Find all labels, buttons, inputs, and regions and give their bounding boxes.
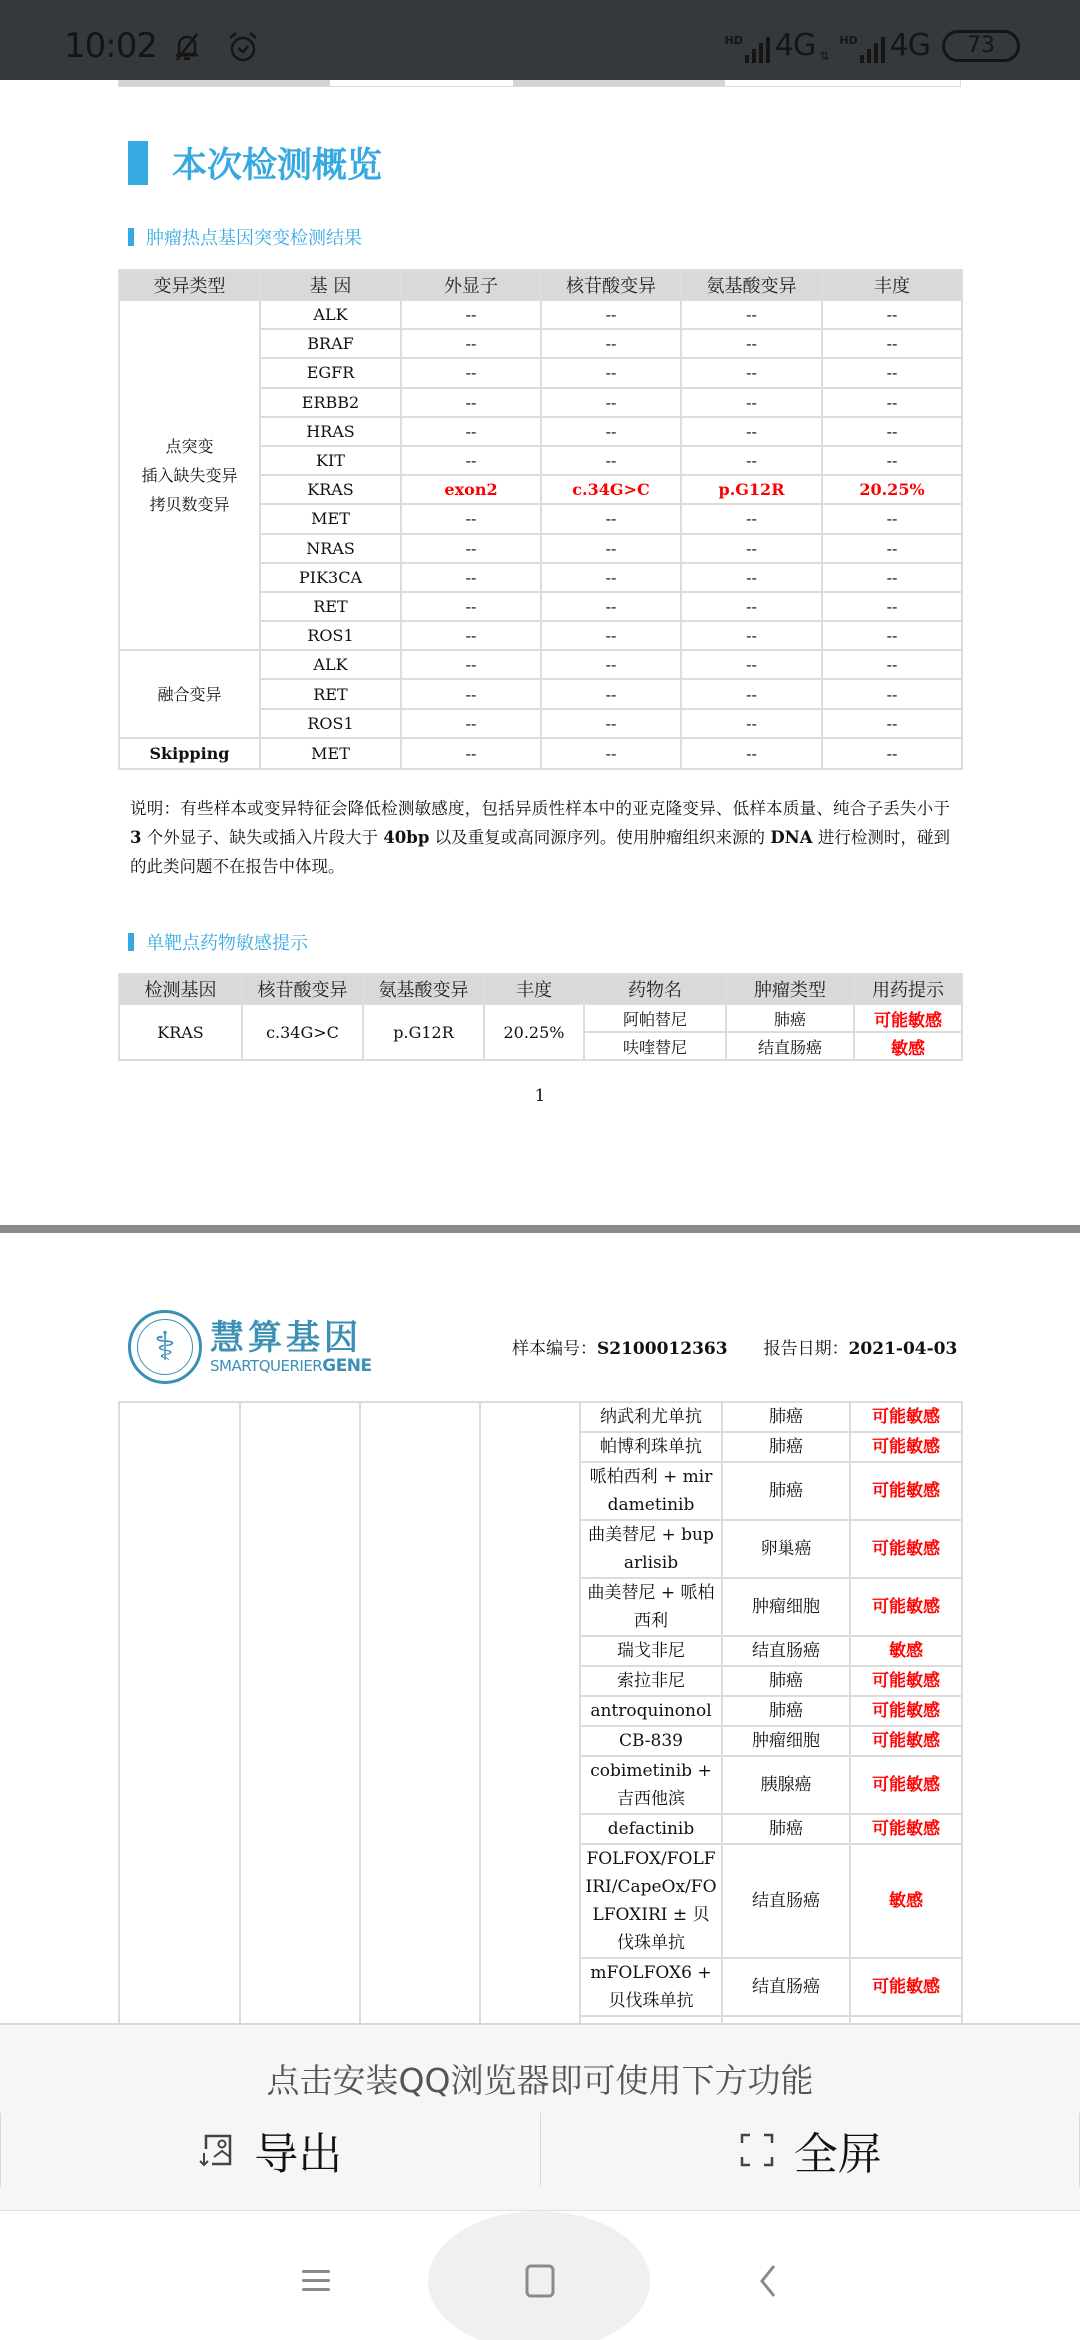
mutation-results-table bbox=[118, 269, 963, 770]
abundance-cell: -- bbox=[822, 621, 962, 650]
tumor-type-cell: 肺癌 bbox=[722, 1402, 850, 1432]
amino-acid-cell: -- bbox=[681, 534, 822, 563]
exon-cell: -- bbox=[401, 621, 541, 650]
tumor-type-cell: 肿瘤细胞 bbox=[722, 1578, 850, 1636]
exon-cell: -- bbox=[401, 388, 541, 417]
abundance-cell: 20.25% bbox=[484, 1004, 584, 1060]
col-header: 肿瘤类型 bbox=[726, 974, 854, 1004]
variant-type-cell: 点突变 插入缺失变异 拷贝数变异 bbox=[119, 300, 260, 650]
amino-acid-cell: -- bbox=[681, 329, 822, 358]
gene-cell: KRAS bbox=[119, 1004, 242, 1060]
drug-name-cell: 呋喹替尼 bbox=[584, 1032, 726, 1060]
company-logo bbox=[128, 1310, 372, 1384]
tumor-type-cell: 肺癌 bbox=[722, 1432, 850, 1462]
amino-acid-cell: -- bbox=[681, 388, 822, 417]
abundance-cell: -- bbox=[822, 388, 962, 417]
drug-hint-cell: 敏感 bbox=[850, 1844, 962, 1958]
back-icon bbox=[756, 2263, 780, 2299]
section-heading-drug-sensitivity: 单靶点药物敏感提示 bbox=[128, 929, 308, 955]
abundance-cell: -- bbox=[822, 534, 962, 563]
amino-acid-cell: -- bbox=[681, 679, 822, 708]
drug-name-cell: cobimetinib + 吉西他滨 bbox=[580, 1756, 722, 1814]
gene-cell: NRAS bbox=[260, 534, 401, 563]
drug-name-cell: 瑞戈非尼 bbox=[580, 1636, 722, 1666]
table-row bbox=[119, 300, 962, 329]
drug-name-cell: 曲美替尼 + 哌柏西利 bbox=[580, 1578, 722, 1636]
logo-cn-text: 慧算基因 bbox=[210, 1318, 362, 1358]
drug-hint-cell: 可能敏感 bbox=[850, 1958, 962, 2016]
drug-sensitivity-table bbox=[118, 973, 963, 1061]
exon-cell: exon2 bbox=[401, 475, 541, 504]
tumor-type-cell: 肺癌 bbox=[726, 1004, 854, 1032]
nucleotide-cell: -- bbox=[541, 709, 681, 738]
nucleotide-cell: -- bbox=[541, 592, 681, 621]
install-qq-tip[interactable]: 点击安装QQ浏览器即可使用下方功能 bbox=[266, 2061, 814, 2100]
recents-button[interactable] bbox=[296, 2261, 336, 2301]
tumor-type-cell: 肺癌 bbox=[722, 1462, 850, 1520]
export-button[interactable]: 导出 bbox=[0, 2113, 540, 2187]
nucleotide-cell: -- bbox=[541, 388, 681, 417]
merged-empty-cell bbox=[480, 1402, 580, 2074]
gene-cell: ROS1 bbox=[260, 621, 401, 650]
gene-cell: MET bbox=[260, 504, 401, 533]
home-button[interactable] bbox=[520, 2261, 560, 2301]
table-row bbox=[119, 1402, 962, 1432]
abundance-cell: 20.25% bbox=[822, 475, 962, 504]
bell-off-icon bbox=[170, 30, 204, 64]
battery-icon: 73 bbox=[942, 30, 1020, 62]
gene-cell: RET bbox=[260, 592, 401, 621]
clock: 10:02 bbox=[64, 26, 157, 66]
signal-icon bbox=[745, 37, 771, 63]
col-header: 用药提示 bbox=[854, 974, 962, 1004]
tumor-type-cell: 肿瘤细胞 bbox=[722, 1726, 850, 1756]
sample-id: 样本编号：S2100012363 bbox=[512, 1339, 728, 1359]
amino-acid-cell: -- bbox=[681, 709, 822, 738]
amino-acid-cell: p.G12R bbox=[363, 1004, 484, 1060]
tumor-type-cell: 卵巢癌 bbox=[722, 1520, 850, 1578]
nucleotide-cell: -- bbox=[541, 504, 681, 533]
drug-name-cell: 阿帕替尼 bbox=[584, 1004, 726, 1032]
signal-icon bbox=[860, 37, 886, 63]
sim2-signal: HD 4G bbox=[839, 28, 930, 63]
exon-cell: -- bbox=[401, 358, 541, 387]
abundance-cell: -- bbox=[822, 300, 962, 329]
exon-cell: -- bbox=[401, 534, 541, 563]
abundance-cell: -- bbox=[822, 329, 962, 358]
tumor-type-cell: 结直肠癌 bbox=[722, 1958, 850, 2016]
tumor-type-cell: 肺癌 bbox=[722, 1666, 850, 1696]
gene-cell: KIT bbox=[260, 446, 401, 475]
abundance-cell: -- bbox=[822, 738, 962, 769]
drug-hint-cell: 可能敏感 bbox=[850, 1696, 962, 1726]
tumor-type-cell: 结直肠癌 bbox=[722, 1636, 850, 1666]
nucleotide-cell: -- bbox=[541, 358, 681, 387]
nucleotide-cell: -- bbox=[541, 738, 681, 769]
drug-hint-cell: 可能敏感 bbox=[850, 1756, 962, 1814]
col-header: 丰度 bbox=[822, 270, 962, 300]
col-header: 核苷酸变异 bbox=[541, 270, 681, 300]
drug-hint-cell: 可能敏感 bbox=[850, 1726, 962, 1756]
export-icon bbox=[198, 2131, 236, 2169]
previous-table-fragment bbox=[118, 80, 961, 87]
merged-empty-cell bbox=[240, 1402, 360, 2074]
abundance-cell: -- bbox=[822, 650, 962, 679]
nucleotide-cell: -- bbox=[541, 329, 681, 358]
status-bar bbox=[0, 0, 1080, 80]
exon-cell: -- bbox=[401, 738, 541, 769]
amino-acid-cell: -- bbox=[681, 650, 822, 679]
exon-cell: -- bbox=[401, 329, 541, 358]
table-row bbox=[119, 650, 962, 679]
amino-acid-cell: -- bbox=[681, 446, 822, 475]
page-title: 本次检测概览 bbox=[128, 138, 382, 188]
drug-hint-cell: 敏感 bbox=[850, 1636, 962, 1666]
drug-hint-cell: 可能敏感 bbox=[850, 1462, 962, 1520]
drug-hint-cell: 敏感 bbox=[854, 1032, 962, 1060]
amino-acid-cell: -- bbox=[681, 358, 822, 387]
drug-hint-cell: 可能敏感 bbox=[854, 1004, 962, 1032]
page-divider bbox=[0, 1225, 1080, 1233]
tumor-type-cell: 胰腺癌 bbox=[722, 1756, 850, 1814]
amino-acid-cell: -- bbox=[681, 738, 822, 769]
nucleotide-cell: -- bbox=[541, 563, 681, 592]
drug-name-cell: defactinib bbox=[580, 1814, 722, 1844]
abundance-cell: -- bbox=[822, 446, 962, 475]
gene-cell: ERBB2 bbox=[260, 388, 401, 417]
nucleotide-cell: -- bbox=[541, 621, 681, 650]
logo-en-text: SMARTQUERIERGENE bbox=[210, 1356, 372, 1376]
gene-cell: ALK bbox=[260, 650, 401, 679]
drug-name-cell: 纳武利尤单抗 bbox=[580, 1402, 722, 1432]
drug-name-cell: antroquinonol bbox=[580, 1696, 722, 1726]
abundance-cell: -- bbox=[822, 563, 962, 592]
nucleotide-cell: -- bbox=[541, 300, 681, 329]
nucleotide-cell: c.34G>C bbox=[242, 1004, 363, 1060]
fullscreen-icon bbox=[738, 2131, 776, 2169]
variant-type-cell: 融合变异 bbox=[119, 650, 260, 738]
gene-cell: ALK bbox=[260, 300, 401, 329]
page-number: 1 bbox=[534, 1086, 546, 1106]
gene-cell: HRAS bbox=[260, 417, 401, 446]
col-header: 氨基酸变异 bbox=[681, 270, 822, 300]
amino-acid-cell: p.G12R bbox=[681, 475, 822, 504]
amino-acid-cell: -- bbox=[681, 417, 822, 446]
status-icons bbox=[725, 28, 1020, 63]
gene-cell: KRAS bbox=[260, 475, 401, 504]
col-header: 变异类型 bbox=[119, 270, 260, 300]
exon-cell: -- bbox=[401, 300, 541, 329]
drug-hint-cell: 可能敏感 bbox=[850, 1666, 962, 1696]
section-accent-bar bbox=[128, 228, 134, 246]
abundance-cell: -- bbox=[822, 358, 962, 387]
gene-cell: RET bbox=[260, 679, 401, 708]
drug-name-cell: 曲美替尼 + buparlisib bbox=[580, 1520, 722, 1578]
section-heading-mutations: 肿瘤热点基因突变检测结果 bbox=[128, 224, 362, 250]
report-date: 报告日期：2021-04-03 bbox=[763, 1339, 958, 1359]
drug-hint-cell: 可能敏感 bbox=[850, 1814, 962, 1844]
abundance-cell: -- bbox=[822, 679, 962, 708]
exon-cell: -- bbox=[401, 650, 541, 679]
drug-name-cell: FOLFOX/FOLFIRI/CapeOx/FOLFOXIRI ± 贝伐珠单抗 bbox=[580, 1844, 722, 1958]
amino-acid-cell: -- bbox=[681, 300, 822, 329]
alarm-icon bbox=[226, 30, 260, 64]
fullscreen-button[interactable]: 全屏 bbox=[540, 2113, 1080, 2187]
detection-note: 说明：有些样本或变异特征会降低检测敏感度，包括异质性样本中的亚克隆变异、低样本质量、纯合子丢失小于 3 个外显子、缺失或插入片段大于 40bp 以及重复或高同源序列。使用肿瘤组织来源的 DNA 进行检测时，碰到的此类问题不在报告中体现。 bbox=[130, 799, 950, 876]
abundance-cell: -- bbox=[822, 504, 962, 533]
home-icon bbox=[524, 2263, 556, 2299]
col-header: 外显子 bbox=[401, 270, 541, 300]
gene-cell: PIK3CA bbox=[260, 563, 401, 592]
col-header: 基 因 bbox=[260, 270, 401, 300]
system-nav-bar bbox=[0, 2210, 1080, 2340]
merged-empty-cell bbox=[119, 1402, 240, 2074]
drug-name-cell: CB-839 bbox=[580, 1726, 722, 1756]
col-header: 丰度 bbox=[484, 974, 584, 1004]
section-accent-bar bbox=[128, 933, 134, 951]
amino-acid-cell: -- bbox=[681, 563, 822, 592]
abundance-cell: -- bbox=[822, 592, 962, 621]
amino-acid-cell: -- bbox=[681, 621, 822, 650]
tumor-type-cell: 结直肠癌 bbox=[726, 1032, 854, 1060]
back-button[interactable] bbox=[748, 2261, 788, 2301]
amino-acid-cell: -- bbox=[681, 504, 822, 533]
exon-cell: -- bbox=[401, 504, 541, 533]
tumor-type-cell: 肺癌 bbox=[722, 1814, 850, 1844]
caduceus-icon: ⚕ bbox=[128, 1310, 202, 1384]
nucleotide-cell: c.34G>C bbox=[541, 475, 681, 504]
drug-name-cell: 哌柏西利 + mirdametinib bbox=[580, 1462, 722, 1520]
nucleotide-cell: -- bbox=[541, 650, 681, 679]
table-row bbox=[119, 738, 962, 769]
table-header-row bbox=[119, 974, 962, 1004]
sim1-signal: HD 4G ⇅ bbox=[724, 28, 830, 63]
amino-acid-cell: -- bbox=[681, 592, 822, 621]
menu-icon bbox=[300, 2265, 332, 2297]
exon-cell: -- bbox=[401, 417, 541, 446]
abundance-cell: -- bbox=[822, 417, 962, 446]
drug-hint-cell: 可能敏感 bbox=[850, 1402, 962, 1432]
exon-cell: -- bbox=[401, 446, 541, 475]
exon-cell: -- bbox=[401, 709, 541, 738]
abundance-cell: -- bbox=[822, 709, 962, 738]
exon-cell: -- bbox=[401, 592, 541, 621]
report-meta bbox=[512, 1334, 957, 1359]
table-row bbox=[119, 1004, 962, 1032]
tumor-type-cell: 结直肠癌 bbox=[722, 1844, 850, 1958]
col-header: 氨基酸变异 bbox=[363, 974, 484, 1004]
gene-cell: EGFR bbox=[260, 358, 401, 387]
drug-hint-cell: 可能敏感 bbox=[850, 1520, 962, 1578]
col-header: 药物名 bbox=[584, 974, 726, 1004]
drug-name-cell: mFOLFOX6 + 贝伐珠单抗 bbox=[580, 1958, 722, 2016]
gene-cell: ROS1 bbox=[260, 709, 401, 738]
nucleotide-cell: -- bbox=[541, 417, 681, 446]
drug-sensitivity-table-continued bbox=[118, 1401, 963, 2075]
merged-empty-cell bbox=[360, 1402, 480, 2074]
tumor-type-cell: 肺癌 bbox=[722, 1696, 850, 1726]
title-accent-bar bbox=[128, 141, 148, 185]
gene-cell: MET bbox=[260, 738, 401, 769]
nucleotide-cell: -- bbox=[541, 534, 681, 563]
drug-name-cell: 索拉非尼 bbox=[580, 1666, 722, 1696]
gene-cell: BRAF bbox=[260, 329, 401, 358]
col-header: 核苷酸变异 bbox=[242, 974, 363, 1004]
nucleotide-cell: -- bbox=[541, 446, 681, 475]
exon-cell: -- bbox=[401, 563, 541, 592]
drug-name-cell: 帕博利珠单抗 bbox=[580, 1432, 722, 1462]
table-header-row bbox=[119, 270, 962, 300]
drug-hint-cell: 可能敏感 bbox=[850, 1578, 962, 1636]
nucleotide-cell: -- bbox=[541, 679, 681, 708]
data-activity-icon: ⇅ bbox=[819, 49, 830, 63]
exon-cell: -- bbox=[401, 679, 541, 708]
qq-browser-panel bbox=[0, 2023, 1080, 2210]
variant-type-cell: Skipping bbox=[119, 738, 260, 769]
col-header: 检测基因 bbox=[119, 974, 242, 1004]
drug-hint-cell: 可能敏感 bbox=[850, 1432, 962, 1462]
